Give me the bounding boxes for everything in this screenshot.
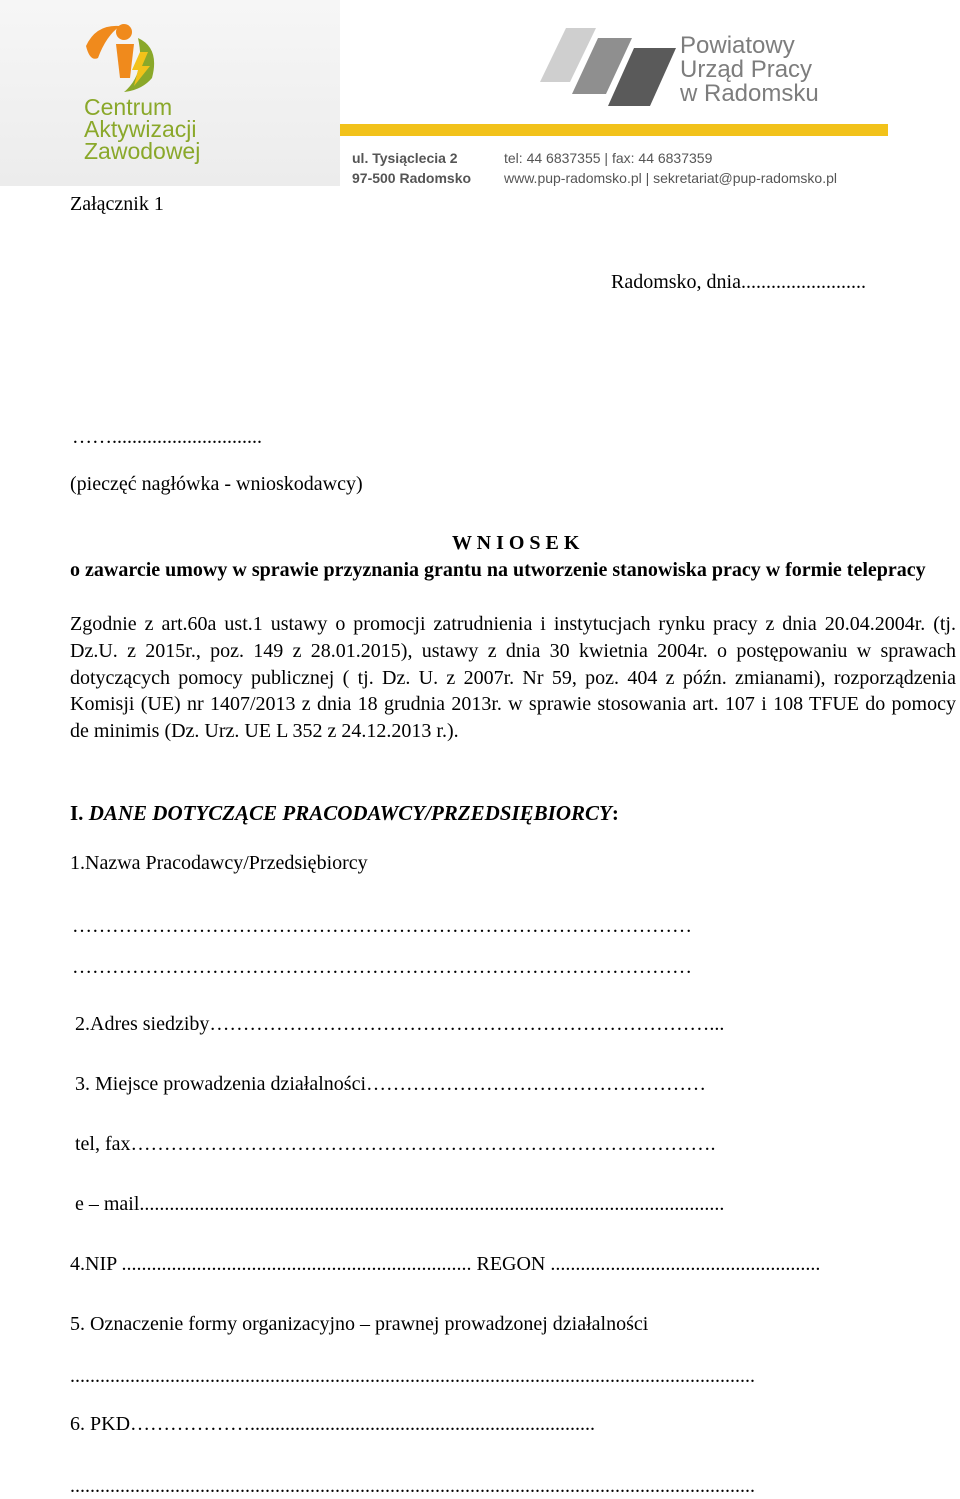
contact-line-2: www.pup-radomsko.pl | sekretariat@pup-radomsko.pl [504, 170, 837, 186]
field-legal-form-line[interactable]: ......................................................................................................................................... [70, 1365, 755, 1387]
place-date: Radomsko, dnia......................... [611, 271, 866, 293]
field-pkd[interactable]: 6. PKD………………..................................................................... [70, 1413, 596, 1435]
address-line-2: 97-500 Radomsko [352, 170, 472, 186]
header-accent-bar [340, 124, 888, 136]
legal-basis-paragraph: Zgodnie z art.60a ust.1 ustawy o promocji zatrudnienia i instytucjach rynku pracy z dnia 20.04.2004r. (tj. Dz.U. z 2015r., poz. 149 z 28.01.2015), ustawy z dnia 30 kwietnia 2004r. o postępowaniu w sprawach dotyczących pomocy publicznej ( tj. Dz. U. z 2007r. Nr 59, poz. 404 z późn. zmianami), rozporządzenia Komisji (UE) nr 1407/2013 z dnia 18 grudnia 2013r. w sprawie stosowania art. 107 i 108 TFUE do pomocy de minimis (Dz. Urz. UE L 352 z 24.12.2013 r.). [70, 613, 956, 743]
pup-text-line-2: Urząd Pracy [680, 56, 813, 83]
field-employer-name-label: 1.Nazwa Pracodawcy/Przedsiębiorcy [70, 852, 368, 874]
centrum-aktywizacji-logo-text [84, 96, 200, 162]
pup-logo-text [680, 34, 819, 106]
section-colon: : [611, 801, 619, 825]
field-employer-name-line-1[interactable]: ………………………………………………………………………………… [72, 915, 692, 937]
document-subtitle: o zawarcie umowy w sprawie przyznania grantu na utworzenie stanowiska pracy w formie telepracy [70, 559, 926, 581]
contact-block [504, 148, 837, 188]
logo-text-line-1: Centrum [84, 94, 173, 120]
field-address[interactable]: 2.Adres siedziby…………………………………………………………………... [75, 1013, 725, 1035]
field-nip-regon[interactable]: 4.NIP ...................................................................... REGON ...................................................... [70, 1253, 821, 1275]
field-email[interactable]: e – mail..................................................................................................................... [75, 1193, 725, 1215]
field-business-location[interactable]: 3. Miejsce prowadzenia działalności…………………………………………… [75, 1073, 706, 1095]
field-tel-fax[interactable]: tel, fax……………………………………………………………………………. [75, 1133, 716, 1155]
field-pkd-line[interactable]: ......................................................................................................................................... [70, 1475, 755, 1497]
pup-text-line-3: w Radomsku [680, 80, 819, 107]
letterhead [0, 0, 960, 190]
section-number: I. [70, 801, 84, 825]
logo-text-line-2: Aktywizacji [84, 116, 197, 142]
centrum-aktywizacji-logo-icon [76, 18, 166, 98]
section-title: DANE DOTYCZĄCE PRACODAWCY/PRZEDSIĘBIORCY [88, 801, 612, 825]
document-title: W N I O S E K [452, 532, 580, 554]
field-employer-name-line-2[interactable]: ………………………………………………………………………………… [72, 956, 692, 978]
pup-logo-icon [536, 24, 681, 114]
section-heading [70, 800, 619, 826]
attachment-label: Załącznik 1 [70, 193, 164, 215]
stamp-label: (pieczęć nagłówka - wnioskodawcy) [70, 473, 363, 495]
stamp-dots: …….............................. [72, 426, 262, 448]
field-legal-form-label: 5. Oznaczenie formy organizacyjno – prawnej prowadzonej działalności [70, 1313, 649, 1335]
contact-line-1: tel: 44 6837355 | fax: 44 6837359 [504, 150, 713, 166]
address-line-1: ul. Tysiąclecia 2 [352, 150, 458, 166]
pup-text-line-1: Powiatowy [680, 32, 795, 59]
address-block [352, 148, 471, 188]
logo-text-line-3: Zawodowej [84, 138, 201, 164]
